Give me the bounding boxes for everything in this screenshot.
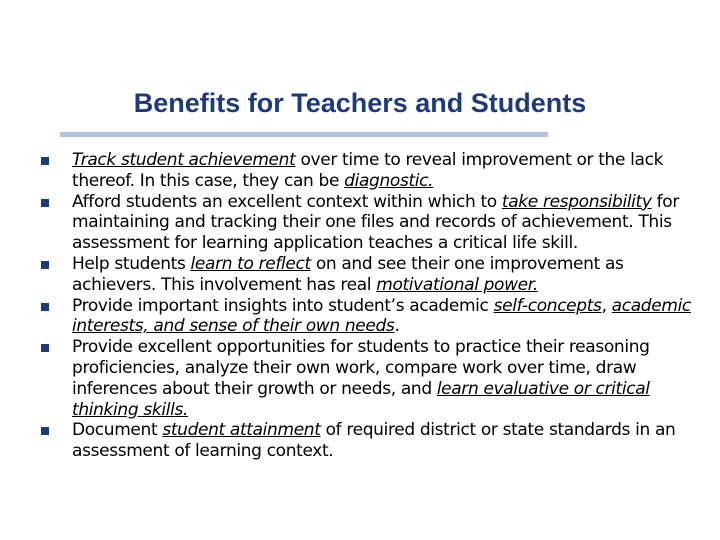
bullet-item-insights bbox=[40, 296, 700, 338]
bullet-emphasis: student attainment bbox=[162, 420, 321, 441]
bullet-emphasis: academic interests, and sense of their own needs bbox=[72, 295, 691, 337]
bullet-text: , bbox=[601, 295, 612, 316]
square-bullet-icon bbox=[41, 344, 49, 352]
square-bullet-icon bbox=[41, 303, 49, 311]
bullet-text: on and see their one improvement as achievers. This involvement has real bbox=[72, 253, 624, 295]
bullet-item-track-achievement bbox=[40, 150, 700, 192]
bullet-text: Afford students an excellent context within which to bbox=[72, 191, 502, 212]
bullet-item-take-responsibility bbox=[40, 192, 700, 254]
bullet-emphasis: Track student achievement bbox=[72, 150, 296, 170]
bullet-emphasis: motivational power. bbox=[376, 274, 538, 295]
bullet-emphasis: self-concepts bbox=[493, 295, 602, 316]
bullet-text: . bbox=[394, 316, 400, 337]
bullet-text: over time to reveal improvement or the lack thereof. In this case, they can be bbox=[72, 150, 664, 191]
bullet-text: of required district or state standards in an assessment of learning context. bbox=[72, 420, 676, 462]
bullet-item-document-attainment bbox=[40, 420, 700, 462]
title-underline-rule bbox=[60, 132, 548, 137]
slide-title: Benefits for Teachers and Students bbox=[133, 88, 587, 118]
bullet-emphasis: take responsibility bbox=[501, 191, 652, 212]
square-bullet-icon bbox=[41, 199, 49, 207]
bullet-item-opportunities bbox=[40, 337, 700, 420]
bullet-text: Provide important insights into student’s academic bbox=[72, 295, 494, 316]
bullet-list bbox=[40, 150, 700, 462]
bullet-emphasis: learn evaluative or critical thinking skills. bbox=[72, 378, 650, 420]
bullet-text: Provide excellent opportunities for students to practice their reasoning proficiencies, analyze their own work, compare work over time, draw inferences about their growth or needs, and bbox=[72, 337, 650, 399]
square-bullet-icon bbox=[41, 157, 49, 165]
bullet-text: Document bbox=[72, 420, 163, 441]
square-bullet-icon bbox=[41, 427, 49, 435]
bullet-emphasis: diagnostic. bbox=[344, 170, 434, 191]
bullet-item-learn-to-reflect bbox=[40, 254, 700, 296]
bullet-emphasis: learn to reflect bbox=[190, 253, 311, 274]
square-bullet-icon bbox=[41, 261, 49, 269]
bullet-text: for maintaining and tracking their one files and records of achievement. This assessment for learning application teaches a critical life skill. bbox=[72, 191, 679, 254]
bullet-text: Help students bbox=[72, 253, 191, 274]
